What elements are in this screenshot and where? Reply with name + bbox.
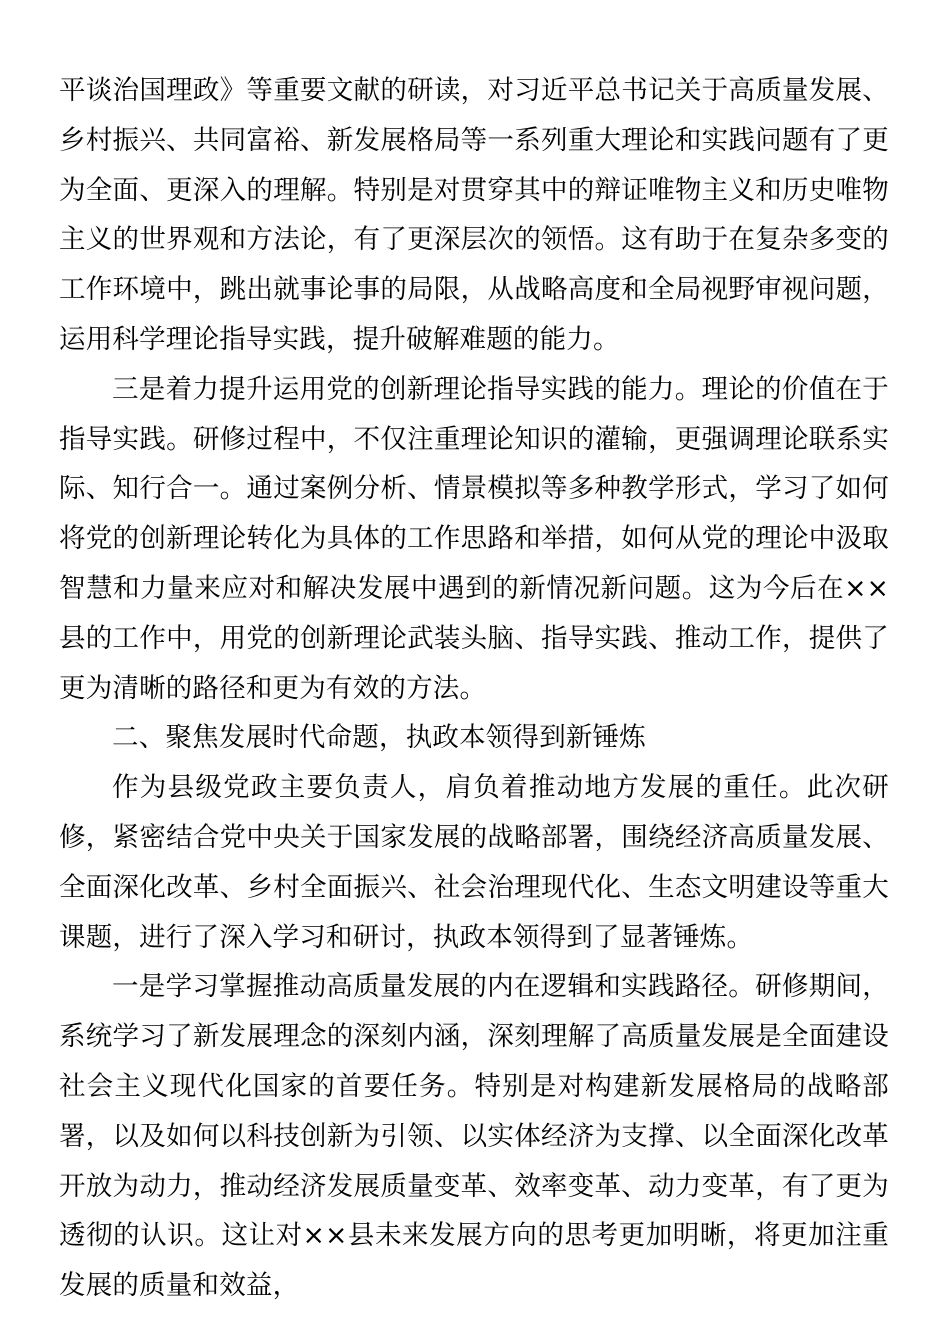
paragraph-continuation: 平谈治国理政》等重要文献的研读，对习近平总书记关于高质量发展、乡村振兴、共同富裕、新发展格局等一系列重大理论和实践问题有了更为全面、更深入的理解。特别是对贯穿其中的辩证唯物主义和历史唯物主义的世界观和方法论，有了更深层次的领悟。这有助于在复杂多变的工作环境中，跳出就事论事的局限，从战略高度和全局视野审视问题，运用科学理论指导实践，提升破解难题的能力。 <box>59 75 889 355</box>
paragraph-section-intro: 作为县级党政主要负责人，肩负着推动地方发展的重任。此次研修，紧密结合党中央关于国家发展的战略部署，围绕经济高质量发展、全面深化改革、乡村全面振兴、社会治理现代化、生态文明建设等重大课题，进行了深入学习和研讨，执政本领得到了显著锤炼。 <box>59 772 889 953</box>
paragraph-point-one: 一是学习掌握推动高质量发展的内在逻辑和实践路径。研修期间，系统学习了新发展理念的深刻内涵，深刻理解了高质量发展是全面建设社会主义现代化国家的首要任务。特别是对构建新发展格局的战略部署，以及如何以科技创新为引领、以实体经济为支撑、以全面深化改革开放为动力，推动经济发展质量变革、效率变革、动力变革，有了更为透彻的认识。这让对××县未来发展方向的思考更加明晰，将更加注重发展的质量和效益， <box>59 971 889 1302</box>
document-body <box>59 66 889 1311</box>
section-heading-two: 二、聚焦发展时代命题，执政本领得到新锤炼 <box>112 722 646 754</box>
paragraph-point-three: 三是着力提升运用党的创新理论指导实践的能力。理论的价值在于指导实践。研修过程中，不仅注重理论知识的灌输，更强调理论联系实际、知行合一。通过案例分析、情景模拟等多种教学形式，学习了如何将党的创新理论转化为具体的工作思路和举措，如何从党的理论中汲取智慧和力量来应对和解决发展中遇到的新情况新问题。这为今后在××县的工作中，用党的创新理论武装头脑、指导实践、推动工作，提供了更为清晰的路径和更为有效的方法。 <box>59 373 889 704</box>
